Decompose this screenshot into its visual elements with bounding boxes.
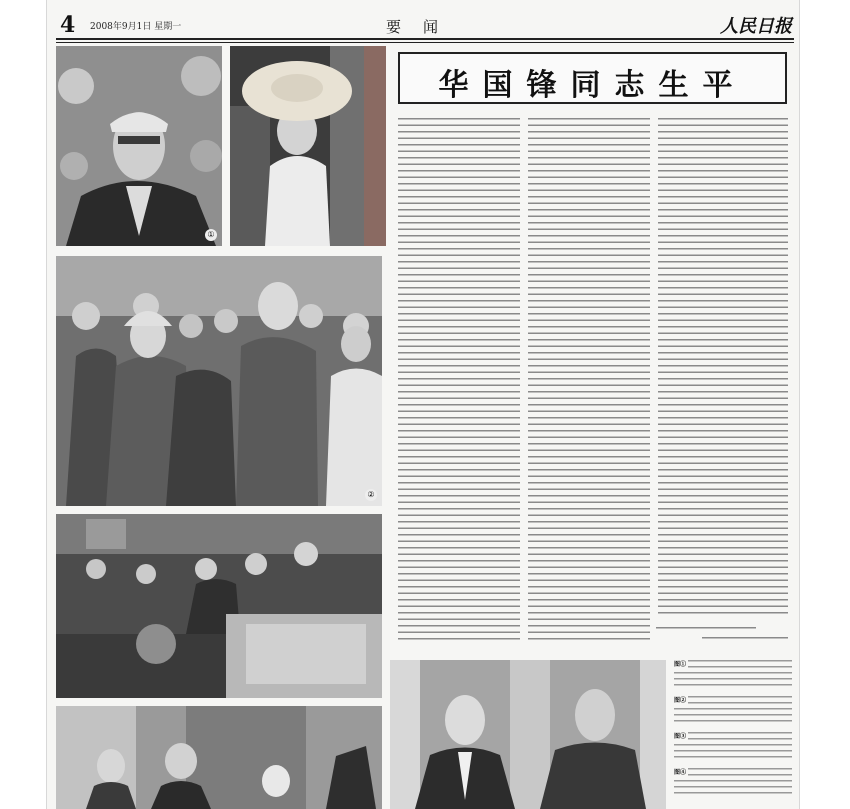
date-line: 2008年9月1日 星期一 xyxy=(90,22,182,32)
caption-3: 图③ xyxy=(674,732,792,758)
caption-2: 图② xyxy=(674,696,792,722)
photo-factory-lathe xyxy=(56,514,382,698)
photo-diplomatic-meeting xyxy=(390,660,666,809)
article-title: 华国锋同志生平 xyxy=(438,68,747,103)
caption-1: 图① xyxy=(674,660,792,686)
photo-brick-strip xyxy=(364,46,386,246)
article-byline xyxy=(702,637,788,643)
article-signoff xyxy=(656,627,756,633)
article-column-3 xyxy=(658,118,788,618)
article-title-box xyxy=(398,52,787,104)
photo-straw-hat xyxy=(230,46,364,246)
article-column-2 xyxy=(528,118,650,642)
photo-portrait-cap xyxy=(56,46,222,246)
photo-number-1: ① xyxy=(205,229,217,241)
masthead-logo: 人民日报 xyxy=(720,16,792,37)
header-rule-thin xyxy=(56,42,794,43)
photo-number-2: ② xyxy=(365,489,377,501)
photo-workers-crowd xyxy=(56,256,382,506)
photo-captions xyxy=(674,660,794,809)
article-column-1 xyxy=(398,118,520,642)
header-rule xyxy=(56,38,794,40)
caption-4: 图④ xyxy=(674,768,792,794)
page-number: 4 xyxy=(60,12,76,38)
photo-family-visit xyxy=(56,706,382,809)
page-header xyxy=(56,10,794,38)
section-name: 要闻 xyxy=(386,18,461,36)
